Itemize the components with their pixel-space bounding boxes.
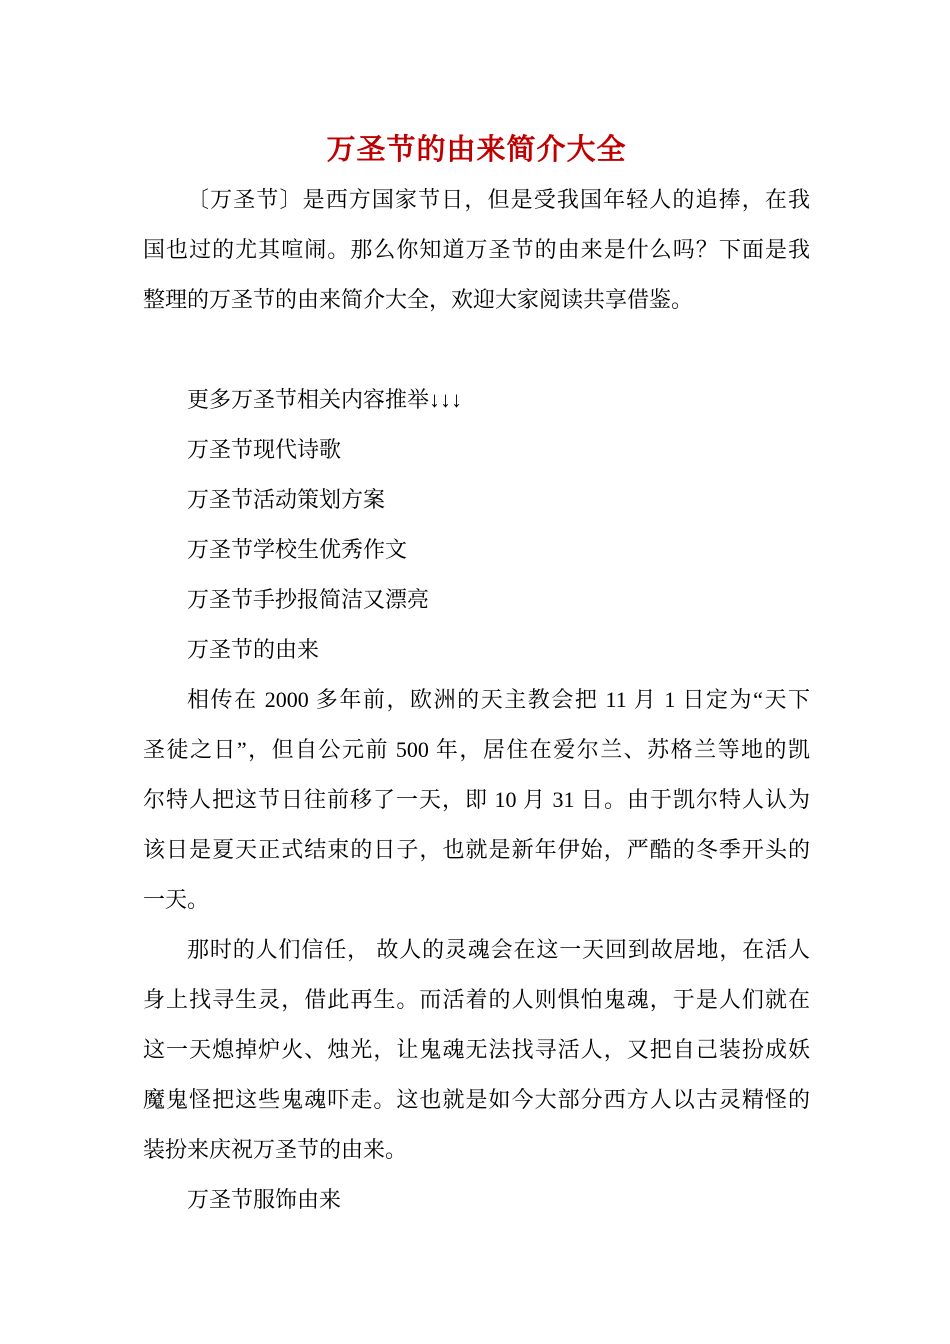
text-line: 魔鬼怪把这些鬼魂吓走。这也就是如今大部分西方人以古灵精怪的	[143, 1087, 810, 1112]
block-origin-paragraph-1	[143, 675, 810, 925]
text-line: 整理的万圣节的由来简介大全，欢迎大家阅读共享借鉴。	[143, 287, 694, 312]
text-line: 这一天熄掉炉火、烛光，让鬼魂无法找寻活人，又把自己装扮成妖	[143, 1037, 810, 1062]
text-line: 万圣节学校生优秀作文	[187, 537, 408, 562]
text-line: 身上找寻生灵，借此再生。而活着的人则惧怕鬼魂，于是人们就在	[143, 987, 810, 1012]
text-line: 国也过的尤其喧闹。那么你知道万圣节的由来是什么吗？下面是我	[143, 237, 810, 262]
text-line: 那时的人们信任， 故人的灵魂会在这一天回到故居地，在活人	[187, 937, 810, 962]
text-line: 相传在 2000 多年前，欧洲的天主教会把 11 月 1 日定为“天下	[187, 687, 810, 712]
document-title: 万圣节的由来简介大全	[326, 134, 627, 166]
block-spacer	[143, 325, 810, 375]
block-related-content-heading	[143, 375, 810, 425]
text-line: 尔特人把这节日往前移了一天，即 10 月 31 日。由于凯尔特人认为	[143, 787, 810, 812]
block-related-item-student-essay	[143, 525, 810, 575]
text-line: 万圣节手抄报简洁又漂亮	[187, 587, 430, 612]
text-line: 〔万圣节〕是西方国家节日，但是受我国年轻人的追捧，在我	[187, 187, 810, 212]
block-related-item-activity-plan	[143, 475, 810, 525]
text-line: 装扮来庆祝万圣节的由来。	[143, 1137, 408, 1162]
text-line: 万圣节现代诗歌	[187, 437, 342, 462]
document-body	[143, 175, 810, 1225]
text-line: 万圣节的由来	[187, 637, 320, 662]
text-line: 一天。	[143, 887, 210, 912]
text-line: 圣徒之日”，但自公元前 500 年，居住在爱尔兰、苏格兰等地的凯	[143, 737, 810, 762]
block-origin-paragraph-2	[143, 925, 810, 1175]
text-line: 万圣节服饰由来	[187, 1187, 342, 1212]
block-intro-paragraph	[143, 175, 810, 325]
block-section-heading-costume	[143, 1175, 810, 1225]
block-related-item-modern-poetry	[143, 425, 810, 475]
block-section-heading-origin	[143, 625, 810, 675]
blank-line	[143, 325, 810, 375]
text-line: 该日是夏天正式结束的日子，也就是新年伊始，严酷的冬季开头的	[143, 837, 810, 862]
block-related-item-handwritten-paper	[143, 575, 810, 625]
text-line: 万圣节活动策划方案	[187, 487, 386, 512]
text-line: 更多万圣节相关内容推举↓↓↓	[187, 387, 463, 412]
